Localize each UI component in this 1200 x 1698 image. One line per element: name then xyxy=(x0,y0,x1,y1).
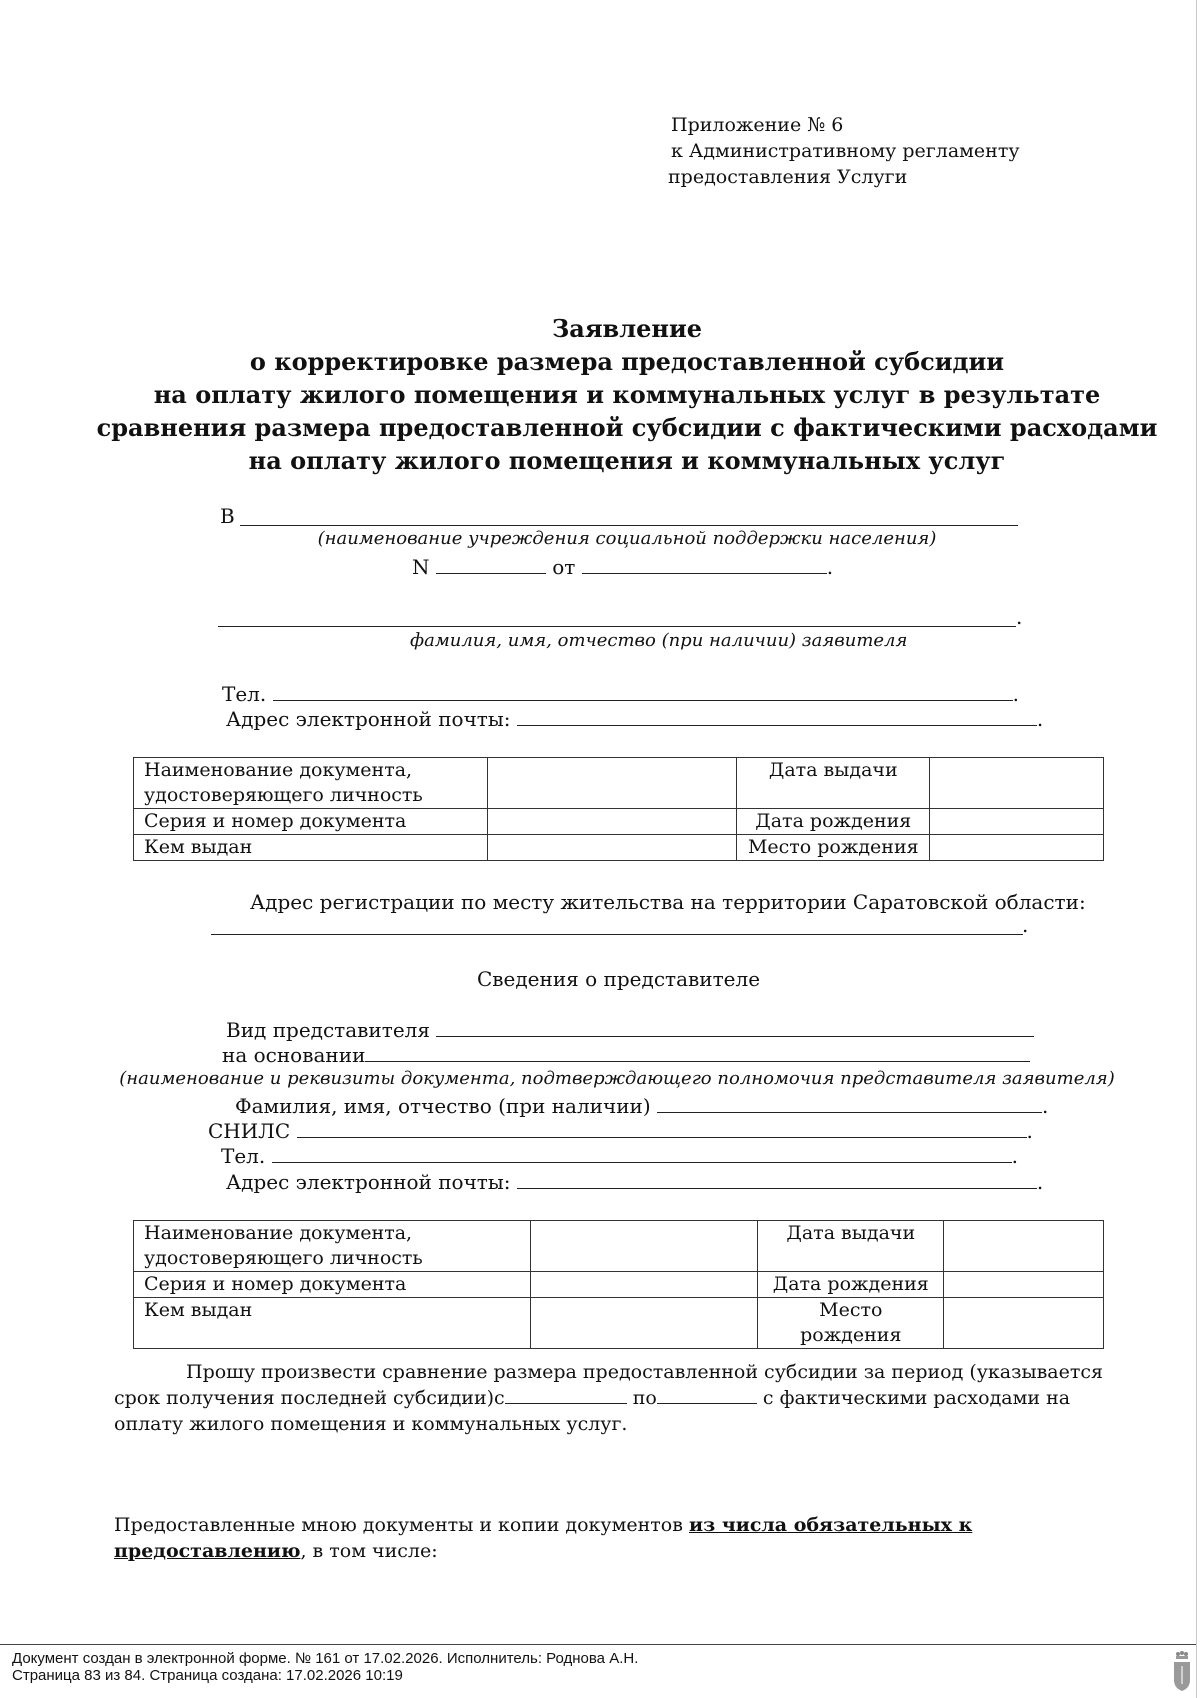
applicant-name-line[interactable] xyxy=(218,626,1016,627)
rep-snils-field[interactable] xyxy=(297,1119,1027,1138)
number-label: N xyxy=(412,555,430,579)
footer-line-1: Документ создан в электронной форме. № 161 от 17.02.2026. Исполнитель: Роднова А.Н. xyxy=(12,1650,639,1667)
representative-id-table xyxy=(133,1220,1104,1349)
request-text-3: с фактическими расходами на оплату жилого помещения и коммунальных услуг. xyxy=(114,1387,1071,1435)
issued-by-label: Кем выдан xyxy=(134,835,488,861)
appendix-line-3: предоставления Услуги xyxy=(668,166,908,188)
rep-basis-hint: (наименование и реквизиты документа, подтверждающего полномочия представителя заявителя) xyxy=(119,1068,1115,1089)
title-line-5: на оплату жилого помещения и коммунальных услуг xyxy=(248,446,1006,475)
request-text-2: по xyxy=(632,1387,657,1409)
from-label: от xyxy=(552,555,576,579)
applicant-email-row: Адрес электронной почты: . xyxy=(226,707,1044,731)
rep-basis-field[interactable] xyxy=(365,1043,1030,1062)
issue-date-label: Дата выдачи xyxy=(737,758,930,809)
appendix-block xyxy=(668,112,1020,190)
request-paragraph xyxy=(114,1359,1114,1437)
birth-date-value[interactable] xyxy=(930,809,1104,835)
date-field[interactable] xyxy=(582,555,827,574)
table-row xyxy=(134,1272,1104,1298)
rep-basis-row xyxy=(222,1042,1030,1068)
rep-id-doc-name-value[interactable] xyxy=(530,1221,758,1272)
issue-date-value[interactable] xyxy=(930,758,1104,809)
table-row xyxy=(134,758,1104,809)
rep-fio-label: Фамилия, имя, отчество (при наличии) xyxy=(235,1094,651,1118)
rep-id-doc-name-label: Наименование документа, удостоверяющего личность xyxy=(134,1221,531,1272)
series-number-label: Серия и номер документа xyxy=(134,809,488,835)
rep-series-number-label: Серия и номер документа xyxy=(134,1272,531,1298)
addressee-prefix: В xyxy=(220,504,235,528)
birth-place-label: Место рождения xyxy=(737,835,930,861)
rep-issue-date-value[interactable] xyxy=(944,1221,1104,1272)
id-doc-name-label: Наименование документа, удостоверяющего личность xyxy=(134,758,488,809)
rep-phone-label: Тел. xyxy=(221,1144,266,1168)
title-line-1: Заявление xyxy=(551,314,703,343)
rep-issued-by-value[interactable] xyxy=(530,1298,758,1349)
rep-fio-field[interactable] xyxy=(657,1094,1042,1113)
table-row xyxy=(134,1221,1104,1272)
rep-birth-date-label: Дата рождения xyxy=(758,1272,944,1298)
addressee-hint: (наименование учреждения социальной поддержки населения) xyxy=(317,528,937,549)
rep-phone-field[interactable] xyxy=(272,1144,1012,1163)
rep-series-number-value[interactable] xyxy=(530,1272,758,1298)
footer-rule xyxy=(0,1644,1196,1645)
rep-issued-by-label: Кем выдан xyxy=(134,1298,531,1349)
table-row xyxy=(134,809,1104,835)
representative-heading: Сведения о представителе xyxy=(476,967,761,991)
rep-type-field[interactable] xyxy=(436,1018,1034,1037)
rep-issue-date-label: Дата выдачи xyxy=(758,1221,944,1272)
table-row xyxy=(134,1298,1104,1349)
footer-line-2: Страница 83 из 84. Страница создана: 17.02.2026 10:19 xyxy=(12,1667,403,1684)
registration-label: Адрес регистрации по месту жительства на территории Саратовской области: xyxy=(250,890,1086,914)
rep-email-label: Адрес электронной почты: xyxy=(226,1170,511,1194)
title-line-4: сравнения размера предоставленной субсидии с фактическими расходами xyxy=(96,413,1158,442)
rep-type-row xyxy=(226,1017,1034,1043)
issued-by-value[interactable] xyxy=(487,835,737,861)
applicant-email-field[interactable] xyxy=(517,707,1037,726)
page-right-edge xyxy=(1196,0,1197,1698)
series-number-value[interactable] xyxy=(487,809,737,835)
rep-email-field[interactable] xyxy=(517,1170,1037,1189)
documents-text-2: , в том числе: xyxy=(300,1540,438,1562)
title-line-3: на оплату жилого помещения и коммунальных услуг в результате xyxy=(153,380,1101,409)
documents-emphasis: из числа обязательных к предоставлению xyxy=(114,1514,973,1562)
rep-birth-place-label: Место рождения xyxy=(758,1298,944,1349)
birth-date-label: Дата рождения xyxy=(737,809,930,835)
document-title xyxy=(0,312,1200,477)
id-doc-name-value[interactable] xyxy=(487,758,737,809)
number-field[interactable] xyxy=(436,555,546,574)
registration-line[interactable] xyxy=(211,934,1023,935)
rep-fio-row: Фамилия, имя, отчество (при наличии) . xyxy=(235,1094,1049,1118)
request-text-1: Прошу произвести сравнение размера предоставленной субсидии за период (указывается срок получения последней субсидии)с xyxy=(114,1361,1104,1409)
number-row: N от . xyxy=(412,555,834,579)
period-to-field[interactable] xyxy=(657,1385,757,1404)
coat-of-arms-icon xyxy=(1172,1650,1192,1692)
addressee-line[interactable] xyxy=(240,525,1018,526)
documents-paragraph xyxy=(114,1512,1128,1564)
period-from-field[interactable] xyxy=(505,1385,627,1404)
appendix-line-2: к Административному регламенту xyxy=(671,140,1020,162)
registration-dot: . xyxy=(1022,913,1029,937)
title-line-2: о корректировке размера предоставленной субсидии xyxy=(249,347,1005,376)
applicant-name-dot: . xyxy=(1016,605,1023,629)
applicant-id-table xyxy=(133,757,1104,861)
rep-type-label: Вид представителя xyxy=(226,1018,430,1042)
rep-snils-row: СНИЛС . xyxy=(208,1119,1033,1143)
applicant-phone-row: Тел. . xyxy=(222,682,1019,706)
rep-basis-label: на основании xyxy=(222,1043,366,1067)
appendix-line-1: Приложение № 6 xyxy=(671,114,844,136)
applicant-email-label: Адрес электронной почты: xyxy=(226,707,511,731)
documents-text-1: Предоставленные мною документы и копии документов xyxy=(114,1514,683,1536)
rep-phone-row: Тел. . xyxy=(221,1144,1018,1168)
table-row xyxy=(134,835,1104,861)
applicant-name-hint: фамилия, имя, отчество (при наличии) заявителя xyxy=(410,630,908,651)
applicant-phone-field[interactable] xyxy=(273,682,1013,701)
rep-birth-place-value[interactable] xyxy=(944,1298,1104,1349)
birth-place-value[interactable] xyxy=(930,835,1104,861)
applicant-phone-label: Тел. xyxy=(222,682,267,706)
rep-snils-label: СНИЛС xyxy=(208,1119,291,1143)
rep-email-row: Адрес электронной почты: . xyxy=(226,1170,1044,1194)
rep-birth-date-value[interactable] xyxy=(944,1272,1104,1298)
